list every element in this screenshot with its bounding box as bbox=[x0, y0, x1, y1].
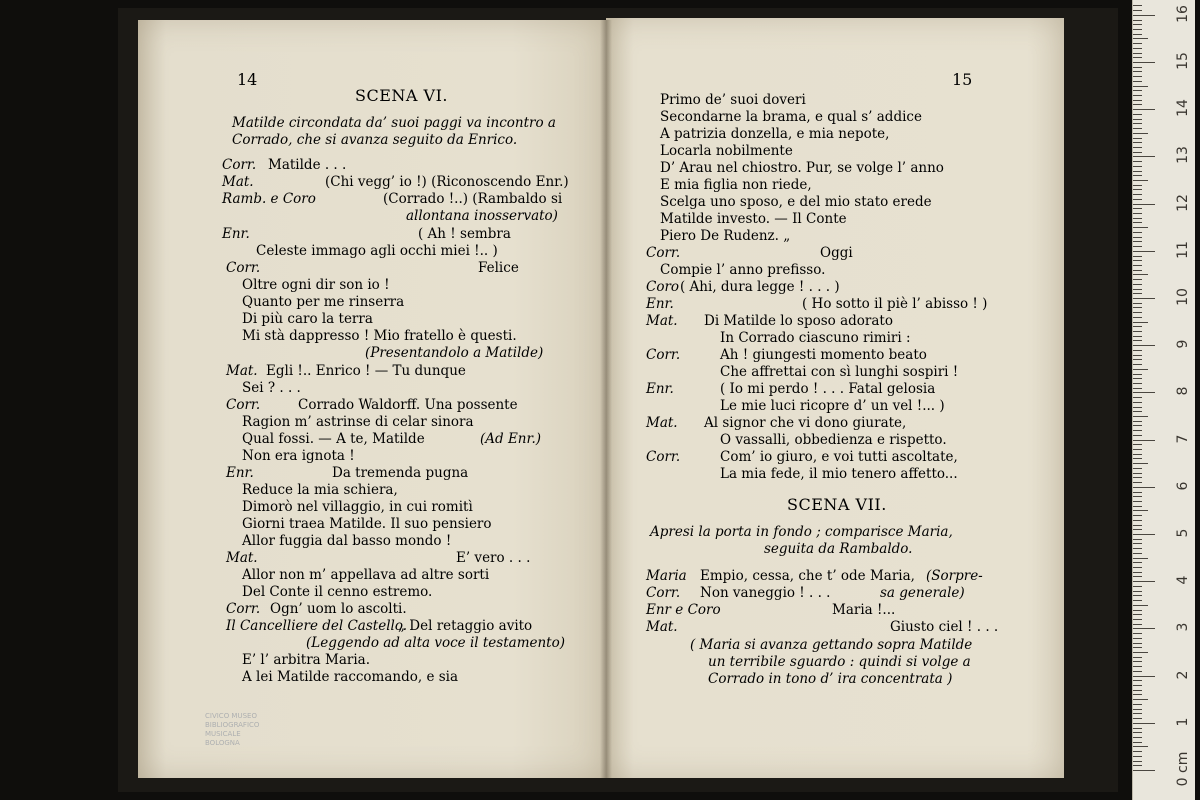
verse-line: Ogn’ uom lo ascolti. bbox=[270, 601, 407, 617]
verse-line: Reduce la mia schiera, bbox=[242, 482, 398, 498]
ruler-tick bbox=[1133, 279, 1142, 280]
ruler-tick bbox=[1133, 473, 1142, 474]
ruler-tick bbox=[1133, 487, 1155, 488]
speaker: Enr. bbox=[226, 465, 254, 481]
speaker: Mat. bbox=[646, 415, 678, 431]
ruler-tick bbox=[1133, 576, 1142, 577]
ruler-tick bbox=[1133, 506, 1142, 507]
ruler-tick bbox=[1133, 303, 1142, 304]
ruler-tick bbox=[1133, 529, 1142, 530]
speaker: Corr. bbox=[226, 601, 261, 617]
speaker: Corr. bbox=[226, 397, 261, 413]
speaker: Ramb. e Coro bbox=[222, 191, 316, 207]
ruler-tick bbox=[1133, 152, 1142, 153]
verse-line: Primo de’ suoi doveri bbox=[660, 92, 806, 108]
ruler-label: 8 bbox=[1175, 386, 1191, 396]
speaker: Il Cancelliere del Castello. bbox=[226, 618, 408, 634]
ruler-tick bbox=[1133, 307, 1142, 308]
ruler-tick bbox=[1133, 638, 1142, 639]
verse-line: Al signor che vi dono giurate, bbox=[704, 415, 907, 431]
ruler-tick bbox=[1133, 156, 1155, 157]
ruler-label: 3 bbox=[1175, 622, 1191, 632]
ruler-tick bbox=[1133, 685, 1142, 686]
ruler-tick bbox=[1133, 86, 1148, 87]
ruler-tick bbox=[1133, 109, 1155, 110]
ruler-tick bbox=[1133, 421, 1142, 422]
ruler-tick bbox=[1133, 369, 1148, 370]
ruler-tick bbox=[1133, 765, 1142, 766]
ruler-tick bbox=[1133, 482, 1142, 483]
ruler-tick bbox=[1133, 199, 1142, 200]
stage-direction: (Sorpre- bbox=[926, 568, 983, 584]
stage-direction: seguita da Rambaldo. bbox=[764, 541, 913, 557]
ruler-tick bbox=[1133, 180, 1148, 181]
verse-line: Piero De Rudenz. „ bbox=[660, 228, 791, 244]
verse-line: Ah ! giungesti momento beato bbox=[720, 347, 927, 363]
verse-line: La mia fede, il mio tenero affetto... bbox=[720, 466, 958, 482]
ruler-tick bbox=[1133, 600, 1142, 601]
ruler-tick bbox=[1133, 449, 1142, 450]
ruler-tick bbox=[1133, 104, 1142, 105]
ruler-tick bbox=[1133, 161, 1142, 162]
ruler-tick bbox=[1133, 402, 1142, 403]
ruler-tick bbox=[1133, 142, 1142, 143]
ruler-tick bbox=[1133, 694, 1142, 695]
verse-line: A lei Matilde raccomando, e sia bbox=[242, 669, 459, 685]
ruler-tick bbox=[1133, 374, 1142, 375]
verse-line: Mi stà dappresso ! Mio fratello è questi. bbox=[242, 328, 517, 344]
ruler-tick bbox=[1133, 732, 1142, 733]
verse-line: Di Matilde lo sposo adorato bbox=[704, 313, 893, 329]
ruler-tick bbox=[1133, 520, 1142, 521]
ruler-tick bbox=[1133, 746, 1148, 747]
ruler-label: 4 bbox=[1175, 575, 1191, 585]
ruler-tick bbox=[1133, 388, 1142, 389]
ruler-tick bbox=[1133, 756, 1142, 757]
ruler-tick bbox=[1133, 222, 1142, 223]
library-stamp: CIVICO MUSEO BIBLIOGRAFICO MUSICALE BOLOGNA bbox=[205, 712, 260, 747]
ruler-tick bbox=[1133, 81, 1142, 82]
ruler-tick bbox=[1133, 204, 1155, 205]
ruler-tick bbox=[1133, 67, 1142, 68]
stage-direction: Corrado in tono d’ ira concentrata ) bbox=[708, 671, 953, 687]
book-gutter bbox=[600, 20, 612, 778]
ruler-tick bbox=[1133, 15, 1155, 16]
speaker: Enr. bbox=[646, 381, 674, 397]
ruler-tick bbox=[1133, 676, 1155, 677]
speaker: Mat. bbox=[226, 363, 258, 379]
stage-direction: (Leggendo ad alta voce il testamento) bbox=[306, 635, 566, 651]
ruler-tick bbox=[1133, 336, 1142, 337]
ruler-tick bbox=[1133, 581, 1155, 582]
ruler-tick bbox=[1133, 751, 1142, 752]
ruler-tick bbox=[1133, 166, 1142, 167]
ruler-tick bbox=[1133, 572, 1142, 573]
verse-line: Del Conte il cenno estremo. bbox=[242, 584, 433, 600]
ruler-tick bbox=[1133, 10, 1142, 11]
ruler-label: 5 bbox=[1175, 528, 1191, 538]
stage-direction: un terribile sguardo : quindi si volge a bbox=[708, 654, 971, 670]
verse-line: „ Del retaggio avito bbox=[398, 618, 533, 634]
ruler-tick bbox=[1133, 256, 1142, 257]
speaker: Mat. bbox=[646, 619, 678, 635]
ruler-tick bbox=[1133, 671, 1142, 672]
verse-line: In Corrado ciascuno rimiri : bbox=[720, 330, 911, 346]
ruler-tick bbox=[1133, 24, 1142, 25]
ruler-tick bbox=[1133, 510, 1148, 511]
ruler-tick bbox=[1133, 666, 1142, 667]
verse-line: E’ vero . . . bbox=[456, 550, 531, 566]
ruler-tick bbox=[1133, 477, 1142, 478]
ruler-tick bbox=[1133, 345, 1155, 346]
ruler-tick bbox=[1133, 189, 1142, 190]
verse-line: Compie l’ anno prefisso. bbox=[660, 262, 826, 278]
ruler-tick bbox=[1133, 407, 1142, 408]
ruler-tick bbox=[1133, 624, 1142, 625]
verse-line: ( Ahi, dura legge ! . . . ) bbox=[680, 279, 840, 295]
verse-line: E mia figlia non riede, bbox=[660, 177, 812, 193]
speaker: Mat. bbox=[226, 550, 258, 566]
ruler-tick bbox=[1133, 317, 1142, 318]
ruler-tick bbox=[1133, 364, 1142, 365]
verse-line: Egli !.. Enrico ! — Tu dunque bbox=[266, 363, 466, 379]
stage-direction: ( Maria si avanza gettando sopra Matilde bbox=[690, 637, 973, 653]
ruler-tick bbox=[1133, 723, 1155, 724]
ruler-tick bbox=[1133, 468, 1142, 469]
ruler-tick bbox=[1133, 770, 1155, 771]
speaker: Corr. bbox=[646, 449, 681, 465]
ruler-tick bbox=[1133, 185, 1142, 186]
ruler-tick bbox=[1133, 71, 1142, 72]
ruler-tick bbox=[1133, 397, 1142, 398]
ruler-tick bbox=[1133, 260, 1142, 261]
ruler-label: 2 bbox=[1175, 670, 1191, 680]
ruler-label: 9 bbox=[1175, 339, 1191, 349]
ruler-tick bbox=[1133, 567, 1142, 568]
ruler-tick bbox=[1133, 652, 1148, 653]
ruler-tick bbox=[1133, 416, 1148, 417]
verse-line: A patrizia donzella, e mia nepote, bbox=[660, 126, 890, 142]
ruler-tick bbox=[1133, 251, 1155, 252]
ruler-label: 14 bbox=[1175, 99, 1191, 118]
ruler-tick bbox=[1133, 543, 1142, 544]
verse-line: Secondarne la brama, e qual s’ addice bbox=[660, 109, 922, 125]
ruler-tick bbox=[1133, 76, 1142, 77]
ruler-tick bbox=[1133, 492, 1142, 493]
ruler-tick bbox=[1133, 34, 1142, 35]
ruler-tick bbox=[1133, 501, 1142, 502]
ruler-tick bbox=[1133, 610, 1142, 611]
page-number-right: 15 bbox=[952, 70, 973, 89]
ruler-tick bbox=[1133, 289, 1142, 290]
ruler-tick bbox=[1133, 558, 1148, 559]
ruler-tick bbox=[1133, 411, 1142, 412]
ruler-tick bbox=[1133, 194, 1142, 195]
ruler-tick bbox=[1133, 208, 1142, 209]
ruler-label: 15 bbox=[1175, 52, 1191, 70]
ruler-tick bbox=[1133, 392, 1155, 393]
speaker: Coro bbox=[646, 279, 680, 295]
verse-line: Quanto per me rinserra bbox=[242, 294, 405, 310]
verse-line: ( Io mi perdo ! . . . Fatal gelosia bbox=[720, 381, 936, 397]
ruler-tick bbox=[1133, 709, 1142, 710]
verse-line: (Corrado !..) (Rambaldo si bbox=[383, 191, 563, 207]
page-number-left: 14 bbox=[237, 70, 258, 89]
ruler-label: 13 bbox=[1175, 146, 1191, 165]
ruler-tick bbox=[1133, 123, 1142, 124]
ruler-tick bbox=[1133, 657, 1142, 658]
ruler-tick bbox=[1133, 661, 1142, 662]
ruler-tick bbox=[1133, 539, 1142, 540]
verse-line: Allor fuggia dal basso mondo ! bbox=[242, 533, 452, 549]
ruler-label: 11 bbox=[1175, 240, 1191, 259]
speaker: Corr. bbox=[226, 260, 261, 276]
ruler-tick bbox=[1133, 680, 1142, 681]
ruler-tick bbox=[1133, 48, 1142, 49]
verse-line: Sei ? . . . bbox=[242, 380, 301, 396]
ruler-tick bbox=[1133, 444, 1142, 445]
verse-line: Non era ignota ! bbox=[242, 448, 355, 464]
ruler-tick bbox=[1133, 175, 1142, 176]
ruler-tick bbox=[1133, 147, 1142, 148]
ruler-tick bbox=[1133, 62, 1155, 63]
speaker: Corr. bbox=[646, 245, 681, 261]
measurement-ruler bbox=[1132, 0, 1195, 800]
ruler-tick bbox=[1133, 232, 1142, 233]
ruler-tick bbox=[1133, 643, 1142, 644]
verse-line: Non vaneggio ! . . . bbox=[700, 585, 831, 601]
ruler-tick bbox=[1133, 331, 1142, 332]
ruler-tick bbox=[1133, 699, 1148, 700]
ruler-tick bbox=[1133, 284, 1142, 285]
ruler-tick bbox=[1133, 430, 1142, 431]
ruler-tick bbox=[1133, 586, 1142, 587]
verse-line: (Chi vegg’ io !) (Riconoscendo Enr.) bbox=[325, 174, 569, 190]
ruler-label: 10 bbox=[1175, 288, 1191, 306]
verse-line: O vassalli, obbedienza e rispetto. bbox=[720, 432, 947, 448]
ruler-tick bbox=[1133, 742, 1142, 743]
verse-line: Giusto ciel ! . . . bbox=[890, 619, 999, 635]
verse-line: Com’ io giuro, e voi tutti ascoltate, bbox=[720, 449, 958, 465]
verse-line: ( Ho sotto il piè l’ abisso ! ) bbox=[802, 296, 988, 312]
ruler-tick bbox=[1133, 326, 1142, 327]
ruler-tick bbox=[1133, 227, 1148, 228]
ruler-tick bbox=[1133, 761, 1142, 762]
ruler-tick bbox=[1133, 378, 1142, 379]
ruler-tick bbox=[1133, 29, 1142, 30]
ruler-label: 12 bbox=[1175, 193, 1191, 212]
stage-direction: sa generale) bbox=[880, 585, 965, 601]
verse-line: Matilde investo. — Il Conte bbox=[660, 211, 847, 227]
ruler-tick bbox=[1133, 133, 1148, 134]
ruler-tick bbox=[1133, 562, 1142, 563]
verse-line: Di più caro la terra bbox=[242, 311, 373, 327]
ruler-tick bbox=[1133, 595, 1142, 596]
verse-line: Celeste immago agli occhi miei !.. ) bbox=[256, 243, 498, 259]
scene-heading-vii: SCENA VII. bbox=[787, 495, 887, 514]
verse-line: Da tremenda pugna bbox=[332, 465, 469, 481]
ruler-tick bbox=[1133, 737, 1142, 738]
verse-line: Corrado Waldorff. Una possente bbox=[298, 397, 518, 413]
ruler-tick bbox=[1133, 463, 1148, 464]
verse-line: Locarla nobilmente bbox=[660, 143, 793, 159]
verse-line: Matilde . . . bbox=[268, 157, 347, 173]
speaker: Corr. bbox=[646, 347, 681, 363]
ruler-tick bbox=[1133, 270, 1142, 271]
verse-line: ( Ah ! sembra bbox=[418, 226, 511, 242]
speaker: Enr. bbox=[646, 296, 674, 312]
ruler-tick bbox=[1133, 312, 1142, 313]
verse-line: E’ l’ arbitra Maria. bbox=[242, 652, 370, 668]
ruler-tick bbox=[1133, 591, 1142, 592]
ruler-tick bbox=[1133, 605, 1148, 606]
ruler-tick bbox=[1133, 237, 1142, 238]
speaker: Enr e Coro bbox=[646, 602, 721, 618]
ruler-tick bbox=[1133, 213, 1142, 214]
ruler-tick bbox=[1133, 340, 1142, 341]
stage-direction: Matilde circondata da’ suoi paggi va incontro a bbox=[232, 115, 556, 131]
ruler-tick bbox=[1133, 298, 1155, 299]
ruler-tick bbox=[1133, 38, 1148, 39]
ruler-label: 6 bbox=[1175, 481, 1191, 491]
ruler-tick bbox=[1133, 628, 1155, 629]
ruler-label: 7 bbox=[1175, 434, 1191, 444]
speaker: Corr. bbox=[646, 585, 681, 601]
ruler-tick bbox=[1133, 647, 1142, 648]
ruler-tick bbox=[1133, 496, 1142, 497]
ruler-tick bbox=[1133, 265, 1142, 266]
stage-direction: allontana inosservato) bbox=[406, 208, 558, 224]
ruler-tick bbox=[1133, 515, 1142, 516]
verse-line: Giorni traea Matilde. Il suo pensiero bbox=[242, 516, 492, 532]
ruler-tick bbox=[1133, 383, 1142, 384]
ruler-label: 1 bbox=[1175, 717, 1191, 727]
verse-line: Allor non m’ appellava ad altre sorti bbox=[242, 567, 490, 583]
ruler-tick bbox=[1133, 633, 1142, 634]
stage-direction: (Ad Enr.) bbox=[480, 431, 542, 447]
verse-line: Che affrettai con sì lunghi sospiri ! bbox=[720, 364, 959, 380]
ruler-tick bbox=[1133, 690, 1142, 691]
ruler-tick bbox=[1133, 90, 1142, 91]
ruler-label: 0 cm bbox=[1175, 751, 1191, 787]
ruler-tick bbox=[1133, 359, 1142, 360]
ruler-tick bbox=[1133, 20, 1142, 21]
stage-direction: Corrado, che si avanza seguito da Enrico. bbox=[232, 132, 518, 148]
ruler-tick bbox=[1133, 435, 1142, 436]
ruler-tick bbox=[1133, 548, 1142, 549]
ruler-tick bbox=[1133, 454, 1142, 455]
ruler-tick bbox=[1133, 619, 1142, 620]
ruler-tick bbox=[1133, 57, 1142, 58]
ruler-tick bbox=[1133, 53, 1142, 54]
verse-line: Ragion m’ astrinse di celar sinora bbox=[242, 414, 474, 430]
verse-line: Felice bbox=[478, 260, 519, 276]
ruler-tick bbox=[1133, 128, 1142, 129]
ruler-tick bbox=[1133, 718, 1142, 719]
ruler-tick bbox=[1133, 355, 1142, 356]
ruler-tick bbox=[1133, 440, 1155, 441]
ruler-tick bbox=[1133, 274, 1148, 275]
verse-line: Maria !... bbox=[832, 602, 896, 618]
speaker: Maria bbox=[646, 568, 687, 584]
ruler-tick bbox=[1133, 458, 1142, 459]
speaker: Mat. bbox=[646, 313, 678, 329]
ruler-tick bbox=[1133, 241, 1142, 242]
scene-heading-vi: SCENA VI. bbox=[355, 86, 448, 105]
verse-line: Oggi bbox=[820, 245, 853, 261]
speaker: Mat. bbox=[222, 174, 254, 190]
ruler-tick bbox=[1133, 138, 1142, 139]
verse-line: Le mie luci ricopre d’ un vel !... ) bbox=[720, 398, 945, 414]
ruler-tick bbox=[1133, 614, 1142, 615]
speaker: Corr. bbox=[222, 157, 257, 173]
ruler-label: 16 bbox=[1175, 4, 1191, 23]
ruler-tick bbox=[1133, 425, 1142, 426]
ruler-tick bbox=[1133, 553, 1142, 554]
ruler-tick bbox=[1133, 293, 1142, 294]
ruler-tick bbox=[1133, 43, 1142, 44]
ruler-tick bbox=[1133, 322, 1148, 323]
ruler-tick bbox=[1133, 350, 1142, 351]
verse-line: D’ Arau nel chiostro. Pur, se volge l’ anno bbox=[660, 160, 944, 176]
ruler-tick bbox=[1133, 534, 1155, 535]
ruler-tick bbox=[1133, 713, 1142, 714]
verse-line: Empio, cessa, che t’ ode Maria, bbox=[700, 568, 915, 584]
ruler-tick bbox=[1133, 171, 1142, 172]
speaker: Enr. bbox=[222, 226, 250, 242]
ruler-tick bbox=[1133, 525, 1142, 526]
ruler-tick bbox=[1133, 704, 1142, 705]
ruler-tick bbox=[1133, 728, 1142, 729]
ruler-tick bbox=[1133, 218, 1142, 219]
verse-line: Oltre ogni dir son io ! bbox=[242, 277, 390, 293]
ruler-tick bbox=[1133, 114, 1142, 115]
ruler-tick bbox=[1133, 246, 1142, 247]
stage-direction: Apresi la porta in fondo ; comparisce Maria, bbox=[650, 524, 953, 540]
ruler-tick bbox=[1133, 119, 1142, 120]
verse-line: Dimorò nel villaggio, in cui romitì bbox=[242, 499, 473, 515]
verse-line: Scelga uno sposo, e del mio stato erede bbox=[660, 194, 932, 210]
stage-direction: (Presentandolo a Matilde) bbox=[365, 345, 544, 361]
verse-line: Qual fossi. — A te, Matilde bbox=[242, 431, 425, 447]
ruler-tick bbox=[1133, 95, 1142, 96]
ruler-tick bbox=[1133, 100, 1142, 101]
ruler-tick bbox=[1133, 5, 1142, 6]
